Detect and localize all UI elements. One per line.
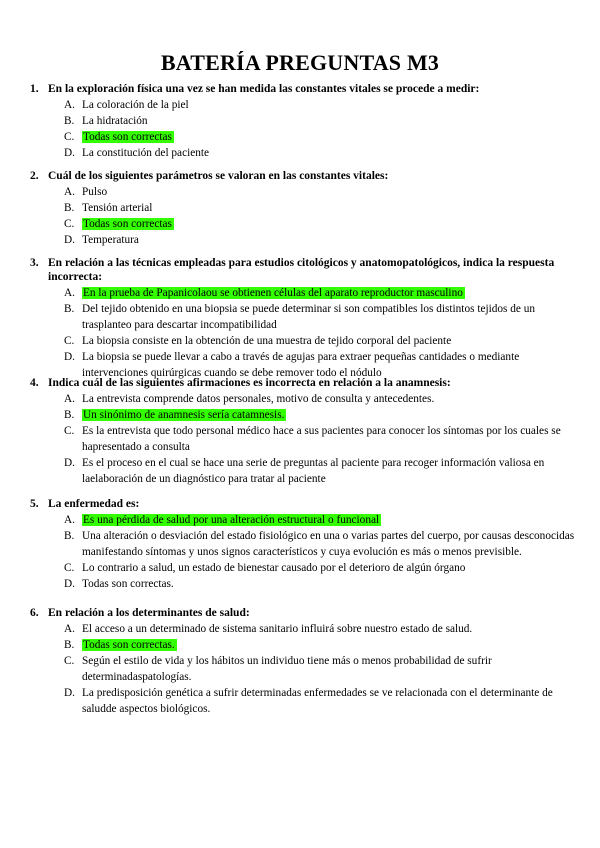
option-a xyxy=(64,97,575,113)
option-letter: D. xyxy=(64,457,75,469)
option-a xyxy=(64,391,575,407)
option-a xyxy=(64,512,575,528)
option-a xyxy=(64,184,575,200)
option-text: Temperatura xyxy=(82,234,139,246)
option-text: Del tejido obtenido en una biopsia se puede determinar si son compatibles los distintos tejidos de un trasplanteo para descartar incompatibilidad xyxy=(82,303,536,331)
option-c xyxy=(64,216,575,232)
question-number: 2. xyxy=(30,170,39,182)
option-b xyxy=(64,528,575,560)
option-letter: C. xyxy=(64,218,75,230)
option-letter: B. xyxy=(64,639,75,651)
option-d xyxy=(64,145,575,161)
question-header xyxy=(30,497,575,511)
option-text: La biopsia se puede llevar a cabo a través de agujas para extraer pequeñas cantidades o mediante intervenciones quirúrgicas cuando se debe remover todo el nódulo xyxy=(82,351,520,379)
question-4 xyxy=(30,376,575,487)
option-d xyxy=(64,232,575,248)
option-letter: D. xyxy=(64,147,75,159)
option-b xyxy=(64,637,575,653)
option-text: La coloración de la piel xyxy=(82,99,189,111)
option-text: Lo contrario a salud, un estado de bienestar causado por el deterioro de algún órgano xyxy=(82,562,466,574)
question-number: 5. xyxy=(30,498,39,510)
option-b xyxy=(64,200,575,216)
option-a xyxy=(64,285,575,301)
option-text: La entrevista comprende datos personales, motivo de consulta y antecedentes. xyxy=(82,393,435,405)
option-letter: B. xyxy=(64,409,75,421)
question-text: Indica cuál de las siguientes afirmaciones es incorrecta en relación a la anamnesis: xyxy=(48,377,451,389)
option-letter: C. xyxy=(64,655,75,667)
option-c xyxy=(64,423,575,455)
option-b xyxy=(64,113,575,129)
correct-answer-highlight: Todas son correctas xyxy=(83,218,172,230)
option-text: Todas son correctas. xyxy=(82,578,174,590)
option-b xyxy=(64,407,575,423)
question-6 xyxy=(30,606,575,717)
option-letter: D. xyxy=(64,234,75,246)
option-text: Es la entrevista que todo personal médico hace a sus pacientes para conocer los síntomas por los cuales se hapresentado a consulta xyxy=(82,425,561,453)
option-letter: B. xyxy=(64,530,75,542)
option-letter: A. xyxy=(64,514,75,526)
option-text: La predisposición genética a sufrir determinadas enfermedades se ve relacionada con el determinante de saludde aspectos biológicos. xyxy=(82,687,553,715)
question-number: 1. xyxy=(30,83,39,95)
option-letter: B. xyxy=(64,202,75,214)
option-letter: A. xyxy=(64,186,75,198)
option-text: Una alteración o desviación del estado fisiológico en una o varias partes del cuerpo, por causas desconocidas manifestando síntomas y unos signos característicos y cuya evolución es más o menos previsible. xyxy=(82,530,575,558)
option-c xyxy=(64,653,575,685)
option-c xyxy=(64,129,575,145)
option-a xyxy=(64,621,575,637)
question-1 xyxy=(30,82,575,161)
option-letter: C. xyxy=(64,562,75,574)
question-header xyxy=(30,169,575,183)
option-letter: D. xyxy=(64,687,75,699)
option-text: Pulso xyxy=(82,186,108,198)
option-d xyxy=(64,576,575,592)
correct-answer-highlight: Es una pérdida de salud por una alteración estructural o funcional xyxy=(83,514,380,526)
question-header xyxy=(30,256,575,284)
option-letter: B. xyxy=(64,115,75,127)
question-number: 3. xyxy=(30,257,39,269)
option-text: El acceso a un determinado de sistema sanitario influirá sobre nuestro estado de salud. xyxy=(82,623,473,635)
question-header xyxy=(30,82,575,96)
question-text: En relación a las técnicas empleadas para estudios citológicos y anatomopatológicos, indica la respuesta incorrecta: xyxy=(48,257,555,283)
correct-answer-highlight: En la prueba de Papanicolaou se obtienen células del aparato reproductor masculino xyxy=(83,287,463,299)
correct-answer-highlight: Todas son correctas. xyxy=(83,639,175,651)
question-2 xyxy=(30,169,575,248)
option-letter: A. xyxy=(64,99,75,111)
question-5 xyxy=(30,497,575,592)
question-text: En la exploración física una vez se han medida las constantes vitales se procede a medir: xyxy=(48,83,480,95)
option-c xyxy=(64,560,575,576)
correct-answer-highlight: Un sinónimo de anamnesis sería catamnesis. xyxy=(83,409,285,421)
option-b xyxy=(64,301,575,333)
option-letter: D. xyxy=(64,578,75,590)
option-text: La constitución del paciente xyxy=(82,147,210,159)
option-text: La biopsia consiste en la obtención de una muestra de tejido corporal del paciente xyxy=(82,335,452,347)
question-header xyxy=(30,376,575,390)
question-3 xyxy=(30,256,575,381)
question-text: Cuál de los siguientes parámetros se valoran en las constantes vitales: xyxy=(48,170,389,182)
option-d xyxy=(64,455,575,487)
option-text: Tensión arterial xyxy=(82,202,153,214)
option-text: Es el proceso en el cual se hace una serie de preguntas al paciente para recoger información valiosa en laelaboración de un diagnóstico para tratar al paciente xyxy=(82,457,545,485)
question-text: En relación a los determinantes de salud: xyxy=(48,607,250,619)
option-d xyxy=(64,685,575,717)
option-text: Según el estilo de vida y los hábitos un individuo tiene más o menos probabilidad de sufrir determinadaspatologías. xyxy=(82,655,492,683)
question-text: La enfermedad es: xyxy=(48,498,140,510)
option-letter: D. xyxy=(64,351,75,363)
option-letter: B. xyxy=(64,303,75,315)
option-letter: C. xyxy=(64,131,75,143)
option-letter: C. xyxy=(64,335,75,347)
option-letter: A. xyxy=(64,393,75,405)
correct-answer-highlight: Todas son correctas xyxy=(83,131,172,143)
option-letter: A. xyxy=(64,623,75,635)
option-letter: C. xyxy=(64,425,75,437)
question-number: 4. xyxy=(30,377,39,389)
option-text: La hidratación xyxy=(82,115,148,127)
question-number: 6. xyxy=(30,607,39,619)
option-letter: A. xyxy=(64,287,75,299)
page-title: BATERÍA PREGUNTAS M3 xyxy=(160,50,440,75)
question-header xyxy=(30,606,575,620)
option-c xyxy=(64,333,575,349)
